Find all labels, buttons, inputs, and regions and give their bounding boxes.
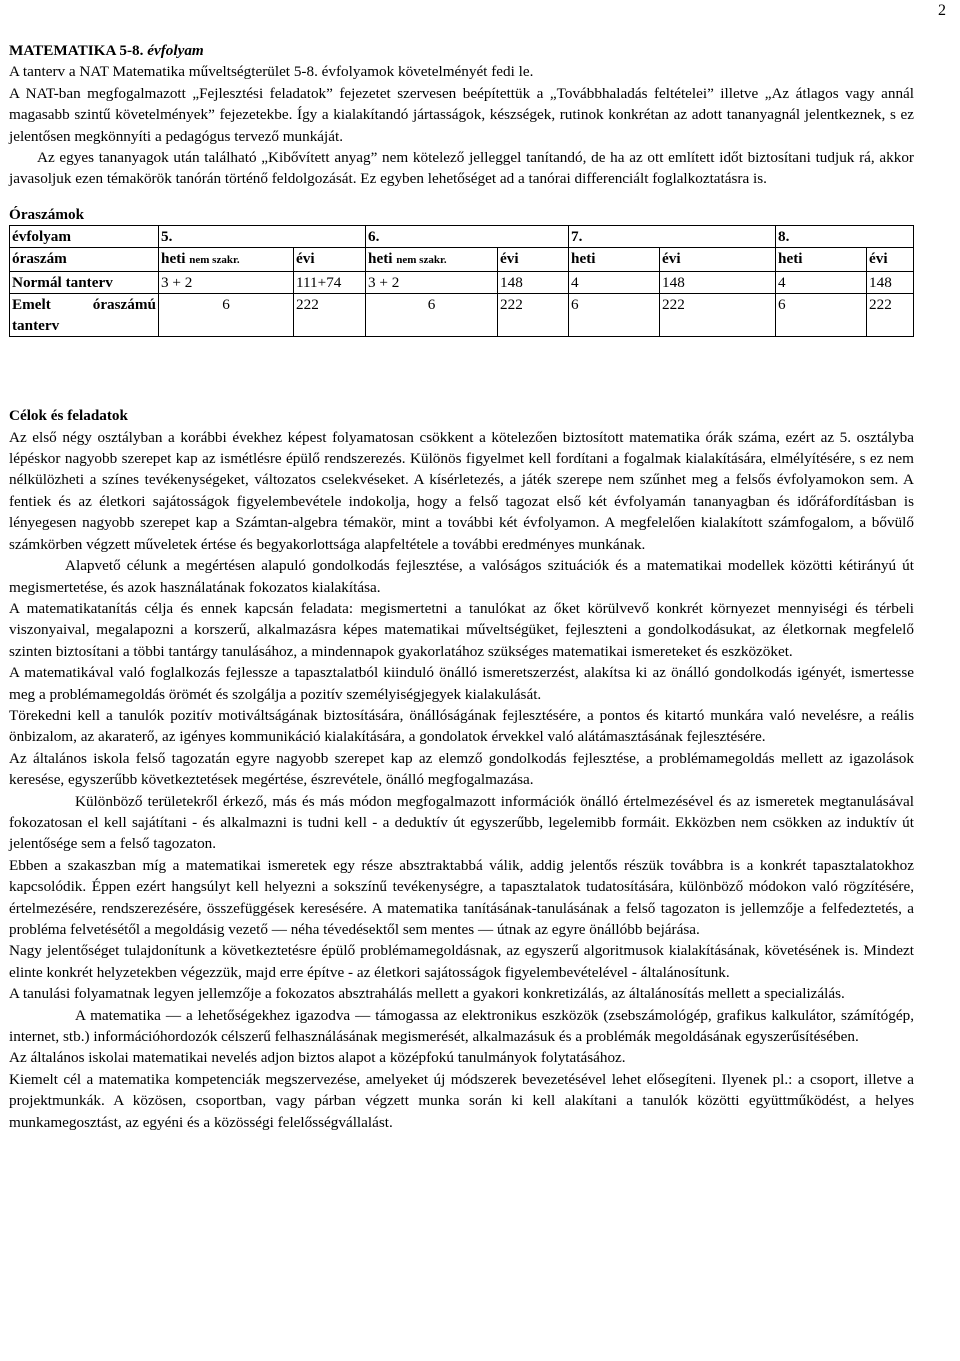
table-cell: 8. [776, 226, 914, 248]
table-cell: 6 [366, 294, 498, 337]
table-cell: 148 [498, 272, 569, 294]
goals-paragraph: Törekedni kell a tanulók pozitív motiváltságának biztosítására, önállóságának fejlesztésére, a pontos és kitartó munkára való nevelésre, a reális önbizalom, az akaraterő, az igényes kommunikáció kialakítására, a gondolatok érvekkel való alátámasztásának fejlesztésére. [9, 706, 914, 746]
hours-table [9, 225, 914, 337]
table-row [10, 272, 914, 294]
goals-paragraph: Különböző területekről érkező, más és más módon megfogalmazott információk önálló értelmezésével és az ismeretek megtanulásával fokozatosan el kell sajátítani - és alkalmazni is tudni kell - a deduktív út egyszerűbb, legelemibb formáit. Ekközben nem csökken az induktív út jelentősége sem a felső tagozaton. [9, 792, 914, 853]
table-row [10, 248, 914, 272]
goals-paragraph: Az általános iskolai matematikai nevelés adjon biztos alapot a középfokú tanulmányok folytatásához. [9, 1049, 626, 1067]
table-cell: 222 [498, 294, 569, 337]
table-cell: 222 [660, 294, 776, 337]
table-cell: 148 [867, 272, 914, 294]
note-nem-szakr: nem szakr. [396, 254, 447, 267]
table-cell: 3 + 2 [366, 272, 498, 294]
table-cell: évi [660, 248, 776, 272]
goals-paragraph: Kiemelt cél a matematika kompetenciák megszervezése, amelyeket új módszerek bevezetésével lehet elősegíteni. Ilyenek pl.: a csoport, illetve a projektmunkák. A közösen, csoportban, vagy párban végzett munka során ki kell alakítani a tanulók közötti együttműködést, a helyes munkamegosztást, az egyéni és a közösségi felelősségvállalást. [9, 1070, 914, 1131]
table-cell: 6 [159, 294, 294, 337]
table-cell: heti [776, 248, 867, 272]
page-number: 2 [938, 2, 946, 19]
table-cell: 4 [776, 272, 867, 294]
goals-paragraph: A matematikával való foglalkozás fejlessze a tapasztalatból kiinduló önálló ismeretszerzést, alakítsa ki az önálló gondolkodás igényét, ismertesse meg a problémamegoldás örömét és szolgálja a pozitív személyiségjegyek kialakulását. [9, 664, 914, 703]
note-nem-szakr: nem szakr. [189, 254, 240, 267]
table-cell: heti nem szakr. [366, 248, 498, 272]
table-cell: évi [294, 248, 366, 272]
title-italic: évfolyam [147, 42, 204, 59]
table-cell: heti nem szakr. [159, 248, 294, 272]
table-cell: 4 [569, 272, 660, 294]
table-cell: 222 [294, 294, 366, 337]
intro-paragraph-2: A NAT-ban megfogalmazott „Fejlesztési feladatok” fejezetet szervesen beépítettük a „Továbbhaladás feltételei” illetve „Az átlagos vagy annál magasabb szintű követelmények” fejezetekbe. Így a kialakítandó jártasságok, készségek, rutinok konkrétan az adott tananyagnál jelentkeznek, s ez jelentősen megkönnyíti a pedagógus tervező munkáját. [9, 84, 914, 145]
title-main: MATEMATIKA 5-8. [9, 42, 144, 59]
table-cell: 222 [867, 294, 914, 337]
goals-paragraph: Ebben a szakaszban míg a matematikai ismeretek egy része absztraktabbá válik, addig jelentős részük továbbra is a konkrét tapasztalatokhoz kapcsolódik. Éppen ezért hangsúlyt kell helyezni a sokszínű tevékenységre, a tapasztalatok tudatosítására, különböző módokon való rögzítésére, értelmezésére, rendszerezésére, összefüggések keresésére. A matematika tanításának-tanulásának a felső tagozaton is jellemzője a felfedeztetés, a probléma felvetésétől a megoldásig vezető — néha tévedésektől sem mentes — útnak az egyre önállóbb bejárása. [9, 856, 914, 938]
intro-paragraph-1: A tanterv a NAT Matematika műveltségterület 5-8. évfolyamok követelményét fedi le. [9, 63, 534, 81]
table-cell: 3 + 2 [159, 272, 294, 294]
goals-paragraph: Alapvető célunk a megértésen alapuló gondolkodás fejlesztése, a valóságos szituációk és a matematikai modellek közötti kétirányú út megismertetése, és azok használatának fokozatos kialakítása. [9, 557, 914, 596]
table-cell: 148 [660, 272, 776, 294]
table-cell: évfolyam [10, 226, 159, 248]
goals-paragraph: Az első négy osztályban a korábbi évekhez képest folyamatosan csökkent a kötelezően biztosított matematika órák száma, ezért az 5. osztályba lépéskor nagyobb szerepet kap az ismétlésre épülő rendszerezés. Különös figyelmet kell fordítani a fogalmak kialakítására, elmélyítésére, s ez nem nélkülözheti a színes tevékenységeket, változatos cselekvéseket. A kísérletezés, a játék szerepe nem szűnhet meg a felsős évfolyamokon sem. A fentiek és az életkori sajátosságok figyelembevétele indokolja, hogy a felső tagozat első két évfolyamán tananyagban és időráfordításban is lényegesen nagyobb szerepet kap a Számtan-algebra témakör, mint a további két évfolyamon. A megfelelően kialakított számfogalom, a bővülő számkörben végzett műveletek értése és begyakorlottsága alapfeltétele a további eredményes munkának. [9, 428, 914, 553]
table-cell: évi [867, 248, 914, 272]
goals-heading: Célok és feladatok [9, 407, 128, 425]
table-cell: heti [569, 248, 660, 272]
document-title [9, 40, 914, 61]
table-cell: 5. [159, 226, 366, 248]
table-cell: 6. [366, 226, 569, 248]
table-cell: Normál tanterv [10, 272, 159, 294]
table-cell: óraszám [10, 248, 159, 272]
table-cell: évi [498, 248, 569, 272]
goals-paragraph: A tanulási folyamatnak legyen jellemzője a fokozatos absztrahálás mellett a gyakori konkretizálás, az általánosítás mellett a specializálás. [9, 985, 845, 1003]
goals-paragraph: A matematikatanítás célja és ennek kapcsán feladata: megismertetni a tanulókat az őket körülvevő konkrét környezet mennyiségi és térbeli viszonyaival, megalapozni a korszerű, alkalmazásra képes matematikai műveltségüket, fejleszteni a gondolkodásukat, az életkornak megfelelő szinten biztosítani a többi tantárgy tanulásához, a mindennapok gyakorlatához szükséges matematikai ismereteket és eszközöket. [9, 599, 914, 660]
goals-paragraph: A matematika — a lehetőségekhez igazodva — támogassa az elektronikus eszközök (zsebszámológép, grafikus kalkulátor, számítógép, internet, stb.) információhordozók célszerű felhasználásának megismerését, alkalmazásuk és a problémák megoldásának egyszerűsítésében. [9, 1006, 914, 1046]
intro-paragraph-3: Az egyes tananyagok után található „Kibővített anyag” nem kötelező jelleggel tanítandó, de ha az ott említett időt biztosítani tudjuk rá, akkor javasoljuk ezen témakörök tanórán történő feldolgozását. Ez egyben lehetőséget ad a tanórai differenciált foglalkoztatásra is. [9, 149, 914, 188]
table-row [10, 226, 914, 248]
table-cell: Emelt óraszámú tanterv [10, 294, 159, 337]
document-body [9, 40, 914, 1133]
table-row [10, 294, 914, 337]
table-cell: 6 [569, 294, 660, 337]
goals-paragraph: Az általános iskola felső tagozatán egyre nagyobb szerepet kap az elemző gondolkodás fejlesztése, a problémamegoldás mellett az igazolások keresése, egyszerűbb következtetések megértése, észrevétele, önálló megfogalmazása. [9, 749, 914, 789]
hours-heading: Óraszámok [9, 205, 85, 223]
table-cell: 6 [776, 294, 867, 337]
goals-paragraph: Nagy jelentőséget tulajdonítunk a következtetésre épülő problémamegoldásnak, az egyszerű algoritmusok kialakításának, követésének is. Mindezt elinte konkrét helyzetekben végezzük, majd erre építve - az életkori sajátosságok figyelembevételével - általánosítunk. [9, 942, 914, 981]
table-cell: 111+74 [294, 272, 366, 294]
table-cell: 7. [569, 226, 776, 248]
